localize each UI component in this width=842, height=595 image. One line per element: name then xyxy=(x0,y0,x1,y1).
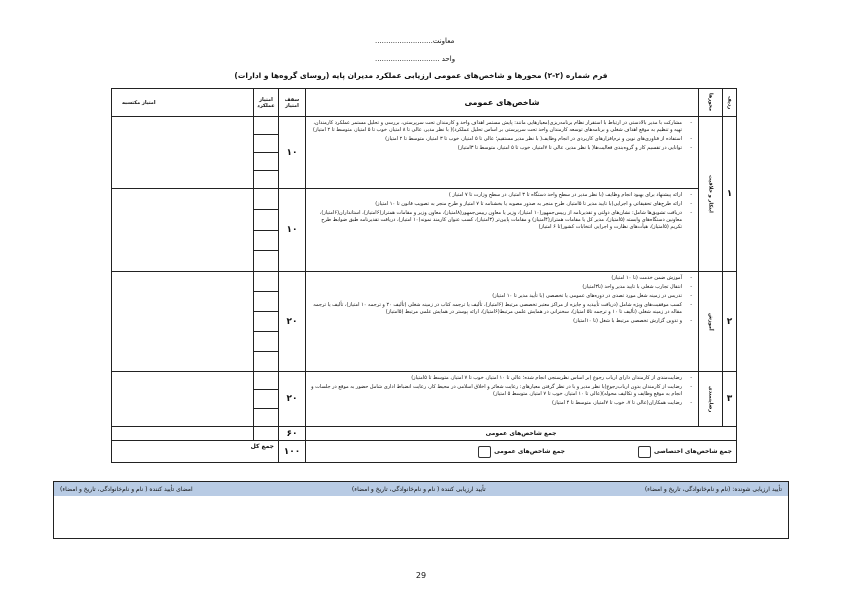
indicator-item: - ارائه پیشنهاد برای بهبود انجام وظایف (با نظر مدیر در سطح واحد دستگاه تا ۳ امتیاز، در سطح وزارت تا ۷ امتیاز ) xyxy=(310,192,692,199)
general-box-label: جمع شاخص‌های عمومی xyxy=(494,448,565,455)
general-total-score: ۶۰ xyxy=(279,427,306,441)
general-total-box[interactable] xyxy=(478,446,491,458)
indicator-item: - تدریس در زمینه شغل مورد تصدی در دوره‌های عمومی یا تخصصی (با تأیید مدیر تا ۱۰ امتیاز) xyxy=(310,293,692,300)
evaluation-table xyxy=(111,88,737,463)
acquired-score-cell[interactable] xyxy=(112,189,254,272)
general-total-acquired[interactable] xyxy=(112,427,254,441)
approval-header xyxy=(54,482,788,496)
indicator-cell xyxy=(306,372,699,427)
indicator-item: - آموزش ضمن خدمت (تا ۱۰ امتیاز) xyxy=(310,275,692,282)
page-number: 29 xyxy=(415,571,427,580)
indicator-item: - استفاده از فناوری‌های نوین و نرم‌افزارهای کاربردی در انجام وظایف( با نظر مدیر مستقیم؛ عالی تا ۵ امتیاز، خوب تا ۳ امتیاز، متوسط تا ۲ امتیاز) xyxy=(310,136,692,143)
performance-score-cell[interactable] xyxy=(254,372,279,427)
row-axis: آموزش xyxy=(699,272,723,372)
indicator-item: - کسب موفقیت‌های ویژه شامل (دریافت تأییدیه و جایزه از مراکز معتبر تخصصی مرتبط (۶امتیاز)، تألیف یا ترجمه کتاب در زمینه شغلی (تألیف ۲۰ و ترجمه ۱۰ امتیاز)، تألیف یا ترجمه مقاله در زمینه شغلی (تألیف تا ۱۰ و ترجمه تا۵ امتیاز)، سخنرانی در همایش علمی مرتبط(۶امتیاز)، ارائه پوستر در همایش علمی مرتبط (۵امتیاز) xyxy=(310,302,692,316)
acquired-score-cell[interactable] xyxy=(112,117,254,189)
indicator-item: - رضایت از کارمندان بدون ارباب‌رجوع(با نظر مدیر و با در نظر گرفتن معیارهای: رعایت شعائر و اخلاق اسلامی در محیط کار، رعایت انضباط اداری شامل حضور به موقع در جلسات و انجام به موقع وظایف و تکالیف محوله)(عالی تا ۱۰ امتیاز، خوب تا ۷ امتیاز، متوسط ۵ امتیاز) xyxy=(310,384,692,398)
acquired-score-cell[interactable] xyxy=(112,272,254,372)
indicator-item: - مشارکت با مدیر بالادستی در ارتباط با استقرار نظام برنامه‌ریزی(معیارهایی مانند: پایش مستمر اهداف واحد و کارمندان تحت سرپرستی، بررسی و تحلیل مستمر عملکرد کارمندان، تهیه و تنظیم به موقع اهداف شغلی و برنامه‌های توسعه کارمندان واحد تحت سرپرستی بر اساس تحلیل عملکرد)( با نظر مدیر، عالی تا ۸ امتیاز، خوب تا ۵ امتیاز، متوسط تا ۲ امتیاز) xyxy=(310,120,692,134)
row-index: ۲ xyxy=(723,272,737,372)
col-indicators-header: شاخص‌های عمومی xyxy=(306,89,699,117)
indicator-cell xyxy=(306,189,699,272)
col-axis-header: محورها xyxy=(699,89,723,117)
col-ceiling-header: سقف امتیاز xyxy=(279,89,306,117)
approver-signature: امضای تأیید کننده ( نام و نام‌خانوادگی، تاریخ و امضاء) xyxy=(60,485,193,493)
unit-field: واحد ............................. xyxy=(375,55,456,63)
performance-score-cell[interactable] xyxy=(254,189,279,272)
ceiling-score: ۱۰ xyxy=(279,117,306,189)
specific-total-box[interactable] xyxy=(638,446,651,458)
evaluatee-approval: تأیید ارزیابی شونده: (نام و نام‌خانوادگی، تاریخ و امضاء) xyxy=(644,485,782,493)
general-total-performance[interactable] xyxy=(254,427,279,441)
form-title: فرم شماره (۲-۲) محورها و شاخص‌های عمومی ارزیابی عملکرد مدیران پایه (روسای گروه‌ها و ادارات) xyxy=(234,71,608,80)
indicator-item: - توانایی در تقسیم کار و گروه‌بندی فعالیت‌ها( با نظر مدیر، عالی تا ۷امتیاز، خوب تا ۵ امتیاز، متوسط تا ۳امتیاز) xyxy=(310,145,692,152)
row-index: ۱ xyxy=(723,117,737,272)
grand-total-score: ۱۰۰ xyxy=(279,441,306,463)
deputy-field: معاونت.......................... xyxy=(375,37,455,45)
row-index: ۳ xyxy=(723,372,737,427)
indicator-item: - و تدوین گزارش تخصصی مرتبط با شغل (تا ۱۰امتیاز) xyxy=(310,318,692,325)
row-axis: ابتکار و خلاقیت xyxy=(699,117,723,272)
ceiling-score: ۲۰ xyxy=(279,372,306,427)
specific-total-label: جمع شاخص‌های اختصاصی xyxy=(653,448,732,455)
general-total-label: جمع شاخص‌های عمومی xyxy=(306,427,737,441)
ceiling-score: ۱۰ xyxy=(279,189,306,272)
totals-boxes xyxy=(306,441,737,463)
indicator-item: - دریافت تشویق‌ها شامل: نشان‌های دولتی و تقدیرنامه از رییس‌جمهور(۱۰ امتیاز)، وزیر یا معاون رییس‌جمهور(۸امتیاز)، معاون وزیر و مقامات همتراز(۶امتیاز)، استانداران(۶امتیاز)، معاونین دستگاه‌های وابسته (۵امتیاز)، مدیر کل یا مقامات همتراز(۴امتیاز) و مقامات پایین‌تر (۳امتیاز)، کسب عنوان کارمند نمونه(۱۰ امتیاز)، دریافت تقدیرنامه طبق ضوابط طرح تکریم (۵امتیاز)، هیأت‌های نظارت و اجرایی انتخابات کشور(تا ۶ امتیاز) xyxy=(310,210,692,231)
col-row-header: ردیف xyxy=(723,89,737,117)
indicator-item: - ارائه طرح‌های تحقیقاتی و اجرایی(با تایید مدیر تا ۵امتیاز، طرح منجر به صدور مصوبه یا بخشنامه تا ۷ امتیاز و طرح منجر به تصویب قانون تا ۱۰ امتیاز) xyxy=(310,201,692,208)
ceiling-score: ۲۰ xyxy=(279,272,306,372)
indicator-item: - رضایت همکاران(عالی تا ۷، خوب تا ۷امتیاز، متوسط تا ۴ امتیاز) xyxy=(310,400,692,407)
acquired-score-cell[interactable] xyxy=(112,372,254,427)
indicator-cell xyxy=(306,117,699,189)
col-acquired-header: امتیاز مکتسبه xyxy=(112,89,254,117)
performance-score-cell[interactable] xyxy=(254,117,279,189)
performance-score-cell[interactable] xyxy=(254,272,279,372)
row-axis: رضایتمندی xyxy=(699,372,723,427)
col-performance-header: امتیاز عملکرد xyxy=(254,89,279,117)
indicator-item: - رضایت‌مندی از کارمندان دارای ارباب رجوع (بر اساس نظرسنجی انجام شده؛ عالی تا ۱۰ امتیاز، خوب تا ۷ امتیاز، متوسط تا ۵امتیاز) xyxy=(310,375,692,382)
grand-total-label: جمع کل xyxy=(112,441,279,463)
indicator-item: - انتقال تجارب شغلی با تایید مدیر واحد (تا۳امتیاز) xyxy=(310,284,692,291)
approval-box xyxy=(53,481,789,539)
evaluator-approval: تأیید ارزیابی کننده ( نام و نام‌خانوادگی، تاریخ و امضاء) xyxy=(351,485,486,493)
indicator-cell xyxy=(306,272,699,372)
